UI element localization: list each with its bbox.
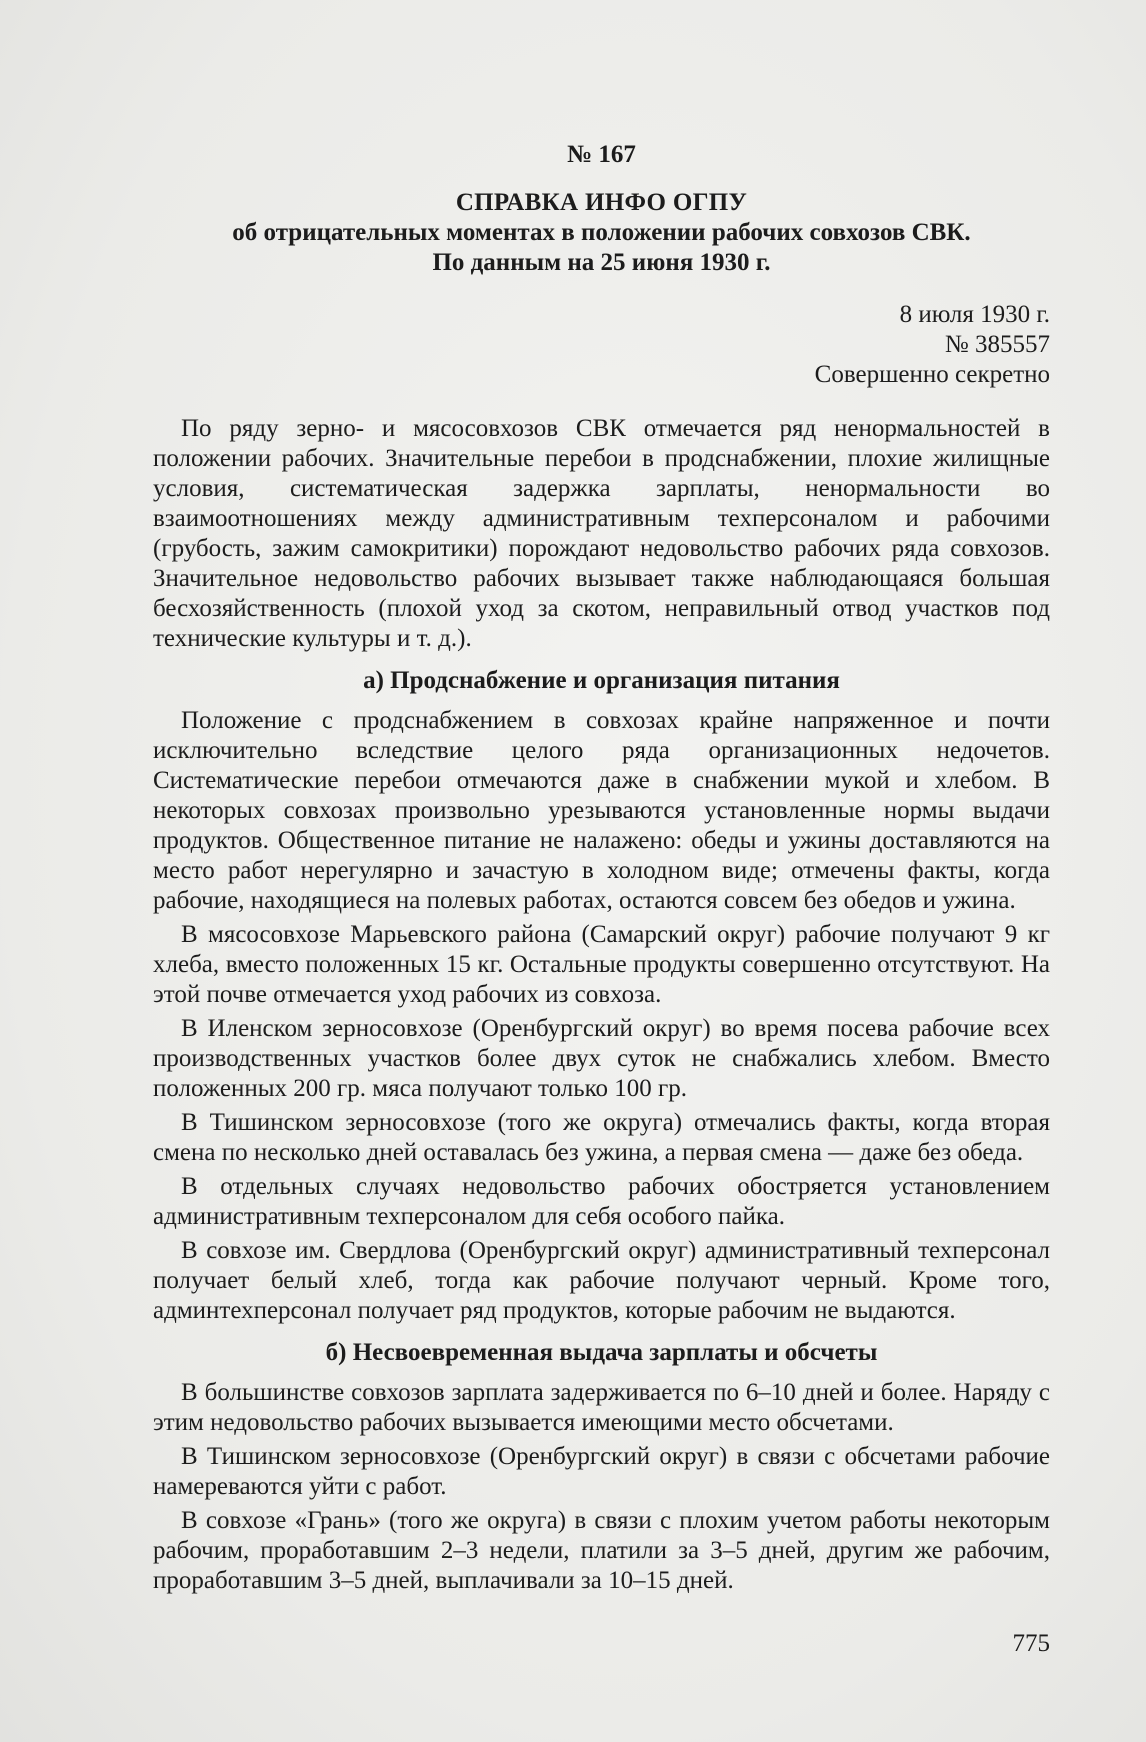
section-a-paragraph: В мясосовхозе Марьевского района (Самарский округ) рабочие получают 9 кг хлеба, вместо положенных 15 кг. Остальные продукты совершенно отсутствуют. На этой почве отмечается уход рабочих из совхоза. xyxy=(153,921,1050,1008)
page-content xyxy=(153,140,1050,1596)
section-b-paragraph: В большинстве совхозов зарплата задерживается по 6–10 дней и более. Наряду с этим недовольство рабочих вызывается имеющими место обсчетами. xyxy=(153,1379,1050,1436)
section-a-heading: а) Продснабжение и организация питания xyxy=(363,667,840,694)
section-b-paragraph: В совхозе «Грань» (того же округа) в связи с плохим учетом работы некоторым рабочим, проработавшим 2–3 недели, платили за 3–5 дней, другим же рабочим, проработавшим 3–5 дней, выплачивали за 10–15 дней. xyxy=(153,1507,1050,1594)
document-number: № 167 xyxy=(567,141,636,168)
classification-stamp: Совершенно секретно xyxy=(814,361,1050,388)
document-title: СПРАВКА ИНФО ОГПУ xyxy=(455,189,748,216)
section-a-paragraph: Положение с продснабжением в совхозах крайне напряженное и почти исключительно вследствие целого ряда организационных недочетов. Систематические перебои отмечаются даже в снабжении мукой и хлебом. В некоторых совхозах произвольно урезываются установленные нормы выдачи продуктов. Общественное питание не налажено: обеды и ужины доставляются на место работ нерегулярно и зачастую в холодном виде; отмечены факты, когда рабочие, находящиеся на полевых работах, остаются совсем без обедов и ужина. xyxy=(153,707,1050,914)
section-a-paragraph: В Иленском зерносовхозе (Оренбургский округ) во время посева рабочие всех производственных участков более двух суток не снабжались хлебом. Вместо положенных 200 гр. мяса получают только 100 гр. xyxy=(153,1015,1050,1102)
section-a-paragraph: В отдельных случаях недовольство рабочих обостряется установлением административным техперсоналом для себя особого пайка. xyxy=(153,1173,1050,1230)
document-as-of: По данным на 25 июня 1930 г. xyxy=(432,249,771,276)
section-b-heading: б) Несвоевременная выдача зарплаты и обсчеты xyxy=(325,1339,878,1366)
section-a-paragraph: В совхозе им. Свердлова (Оренбургский округ) административный техперсонал получает белый хлеб, тогда как рабочие получают черный. Кроме того, админтехперсонал получает ряд продуктов, которые рабочим не выдаются. xyxy=(153,1237,1050,1324)
page-number: 775 xyxy=(1012,1630,1050,1657)
document-date: 8 июля 1930 г. xyxy=(899,301,1050,328)
section-a-paragraph: В Тишинском зерносовхозе (того же округа) отмечались факты, когда вторая смена по несколько дней оставалась без ужина, а первая смена — даже без обеда. xyxy=(153,1109,1050,1166)
document-subtitle: об отрицательных моментах в положении рабочих совхозов СВК. xyxy=(232,219,971,246)
section-b-paragraph: В Тишинском зерносовхозе (Оренбургский округ) в связи с обсчетами рабочие намереваются уйти с работ. xyxy=(153,1443,1050,1500)
document-ref-number: № 385557 xyxy=(944,331,1050,358)
intro-paragraph: По ряду зерно- и мясосовхозов СВК отмечается ряд ненормальностей в положении рабочих. Значительные перебои в продснабжении, плохие жилищные условия, систематическая задержка зарплаты, ненормальности во взаимоотношениях между административным техперсоналом и рабочими (грубость, зажим самокритики) порождают недовольство рабочих ряда совхозов. Значительное недовольство рабочих вызывает также наблюдающаяся большая бесхозяйственность (плохой уход за скотом, неправильный отвод участков под технические культуры и т. д.). xyxy=(153,415,1050,652)
